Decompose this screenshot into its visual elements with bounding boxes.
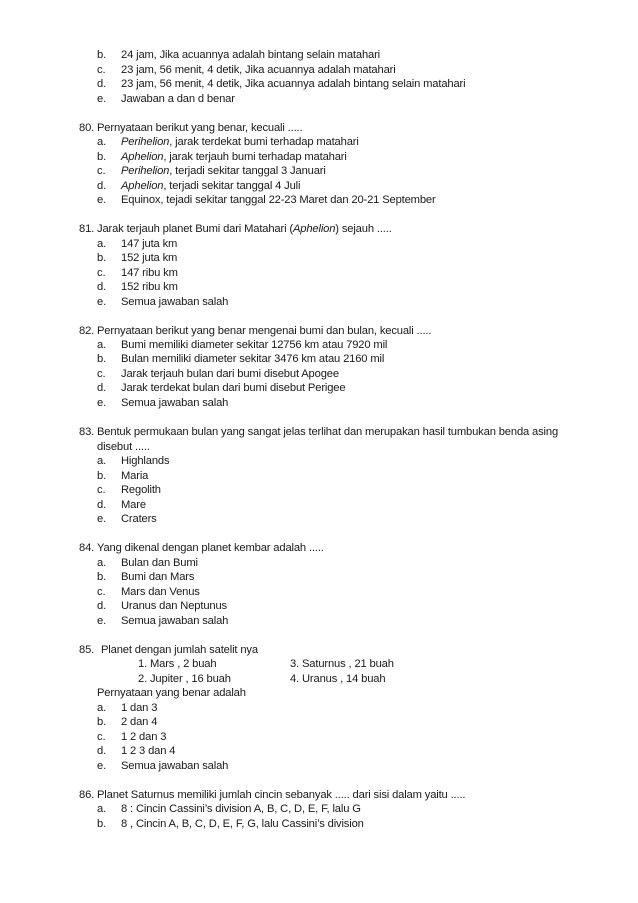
q81-option-a-text: 147 juta km bbox=[121, 238, 178, 250]
q82-option-b-text: Bulan memiliki diameter sekitar 3476 km atau 2160 mil bbox=[121, 353, 385, 365]
q85-prompt: Pernyataan yang benar adalah bbox=[97, 687, 246, 699]
q80-option-b-rest: , jarak terjauh bumi terhadap matahari bbox=[163, 151, 347, 163]
q85-option-c-letter: c. bbox=[97, 731, 106, 743]
q81-option-e-letter: e. bbox=[97, 296, 107, 308]
q81-stem bbox=[97, 222, 392, 236]
q83-option-c-letter: c. bbox=[97, 484, 106, 496]
q80-option-d-letter: d. bbox=[97, 180, 107, 192]
q85-stem: Planet dengan jumlah satelit nya bbox=[101, 644, 258, 656]
q85-option-b-letter: b. bbox=[97, 716, 107, 728]
q82-option-c-letter: c. bbox=[97, 368, 106, 380]
q83-option-a-letter: a. bbox=[97, 455, 107, 467]
q85-option-a-text: 1 dan 3 bbox=[121, 702, 158, 714]
q85-option-d-letter: d. bbox=[97, 745, 107, 757]
q81-option-c-text: 147 ribu km bbox=[121, 267, 178, 279]
q80-option-e-letter: e. bbox=[97, 194, 107, 206]
q80-option-a-term: Perihelion bbox=[121, 136, 170, 148]
q81-stem-pre: Jarak terjauh planet Bumi dari Matahari ( bbox=[97, 223, 293, 235]
q85-number: 85. bbox=[79, 644, 95, 656]
q80-option-b-text bbox=[121, 150, 347, 164]
q83-stem-line2: disebut ..... bbox=[97, 441, 150, 453]
q85-list-item-1: 1. Mars , 2 buah bbox=[138, 658, 217, 670]
q84-stem: Yang dikenal dengan planet kembar adalah ..... bbox=[97, 542, 324, 554]
q80-option-b-term: Aphelion bbox=[121, 151, 164, 163]
q81-option-b-letter: b. bbox=[97, 252, 107, 264]
q81-option-e-text: Semua jawaban salah bbox=[121, 296, 229, 308]
q86-option-b-text: 8 , Cincin A, B, C, D, E, F, G, lalu Cassini’s division bbox=[121, 818, 364, 830]
q79-option-e-text: Jawaban a dan d benar bbox=[121, 93, 235, 105]
q85-list-item-4: 4. Uranus , 14 buah bbox=[290, 673, 386, 685]
q84-option-a-letter: a. bbox=[97, 557, 107, 569]
q82-option-e-text: Semua jawaban salah bbox=[121, 397, 229, 409]
q80-option-a-text bbox=[121, 135, 359, 149]
q79-option-c-text: 23 jam, 56 menit, 4 detik, Jika acuannya adalah matahari bbox=[121, 64, 396, 76]
q82-option-a-letter: a. bbox=[97, 339, 107, 351]
q84-option-d-letter: d. bbox=[97, 600, 107, 612]
q83-option-c-text: Regolith bbox=[121, 484, 161, 496]
q82-stem: Pernyataan berikut yang benar mengenai bumi dan bulan, kecuali ..... bbox=[97, 325, 432, 337]
q81-option-c-letter: c. bbox=[97, 267, 106, 279]
q81-option-b-text: 152 juta km bbox=[121, 252, 178, 264]
q86-number: 86. bbox=[79, 789, 95, 801]
q79-option-d-letter: d. bbox=[97, 78, 107, 90]
q85-option-e-letter: e. bbox=[97, 760, 107, 772]
q82-option-e-letter: e. bbox=[97, 397, 107, 409]
q80-option-c-term: Perihelion bbox=[121, 165, 170, 177]
q84-option-b-letter: b. bbox=[97, 571, 107, 583]
q80-option-e-text: Equinox, tejadi sekitar tanggal 22-23 Maret dan 20-21 September bbox=[121, 194, 436, 206]
q84-option-e-text: Semua jawaban salah bbox=[121, 615, 229, 627]
q84-option-c-letter: c. bbox=[97, 586, 106, 598]
q84-option-c-text: Mars dan Venus bbox=[121, 586, 200, 598]
q81-option-d-letter: d. bbox=[97, 281, 107, 293]
q80-option-b-letter: b. bbox=[97, 151, 107, 163]
q85-list-item-3: 3. Saturnus , 21 buah bbox=[290, 658, 394, 670]
q85-option-b-text: 2 dan 4 bbox=[121, 716, 158, 728]
q86-option-a-letter: a. bbox=[97, 803, 107, 815]
q84-number: 84. bbox=[79, 542, 95, 554]
q79-option-d-text: 23 jam, 56 menit, 4 detik, Jika acuannya adalah bintang selain matahari bbox=[121, 78, 466, 90]
q84-option-d-text: Uranus dan Neptunus bbox=[121, 600, 227, 612]
q80-option-d-term: Aphelion bbox=[121, 180, 164, 192]
q83-option-b-text: Maria bbox=[121, 470, 149, 482]
q81-stem-post: ) sejauh ..... bbox=[335, 223, 392, 235]
q85-list-item-2: 2. Jupiter , 16 buah bbox=[138, 673, 231, 685]
q85-option-c-text: 1 2 dan 3 bbox=[121, 731, 167, 743]
q81-number: 81. bbox=[79, 223, 95, 235]
q80-option-a-rest: , jarak terdekat bumi terhadap matahari bbox=[169, 136, 359, 148]
q85-option-e-text: Semua jawaban salah bbox=[121, 760, 229, 772]
q82-option-b-letter: b. bbox=[97, 353, 107, 365]
q86-option-b-letter: b. bbox=[97, 818, 107, 830]
q83-option-e-text: Craters bbox=[121, 513, 157, 525]
q80-option-c-rest: , terjadi sekitar tanggal 3 Januari bbox=[169, 165, 326, 177]
q85-option-d-text: 1 2 3 dan 4 bbox=[121, 745, 176, 757]
q86-stem: Planet Saturnus memiliki jumlah cincin sebanyak ..... dari sisi dalam yaitu ..... bbox=[97, 789, 466, 801]
q84-option-e-letter: e. bbox=[97, 615, 107, 627]
q83-stem-line1: Bentuk permukaan bulan yang sangat jelas terlihat dan merupakan hasil tumbukan benda asing bbox=[97, 426, 559, 438]
q83-option-b-letter: b. bbox=[97, 470, 107, 482]
q86-option-a-text: 8 : Cincin Cassini’s division A, B, C, D, E, F, lalu G bbox=[121, 803, 361, 815]
q80-option-c-letter: c. bbox=[97, 165, 106, 177]
q79-option-b-text: 24 jam, Jika acuannya adalah bintang selain matahari bbox=[121, 49, 381, 61]
q82-number: 82. bbox=[79, 325, 95, 337]
q85-option-a-letter: a. bbox=[97, 702, 107, 714]
q80-option-d-rest: , terjadi sekitar tanggal 4 Juli bbox=[163, 180, 301, 192]
q80-stem: Pernyataan berikut yang benar, kecuali ..... bbox=[97, 122, 303, 134]
q80-option-a-letter: a. bbox=[97, 136, 107, 148]
q83-option-d-letter: d. bbox=[97, 499, 107, 511]
q82-option-a-text: Bumi memiliki diameter sekitar 12756 km atau 7920 mil bbox=[121, 339, 388, 351]
q83-option-d-text: Mare bbox=[121, 499, 146, 511]
q79-option-b-letter: b. bbox=[97, 49, 107, 61]
q83-number: 83. bbox=[79, 426, 95, 438]
q82-option-d-letter: d. bbox=[97, 382, 107, 394]
q79-option-e-letter: e. bbox=[97, 93, 107, 105]
q83-option-a-text: Highlands bbox=[121, 455, 170, 467]
q79-option-c-letter: c. bbox=[97, 64, 106, 76]
q82-option-c-text: Jarak terjauh bulan dari bumi disebut Apogee bbox=[121, 368, 339, 380]
q81-stem-term: Aphelion bbox=[292, 223, 336, 235]
q81-option-d-text: 152 ribu km bbox=[121, 281, 178, 293]
q80-option-c-text bbox=[121, 164, 326, 178]
q84-option-b-text: Bumi dan Mars bbox=[121, 571, 195, 583]
q84-option-a-text: Bulan dan Bumi bbox=[121, 557, 198, 569]
q80-number: 80. bbox=[79, 122, 95, 134]
q83-option-e-letter: e. bbox=[97, 513, 107, 525]
q81-option-a-letter: a. bbox=[97, 238, 107, 250]
q80-option-d-text bbox=[121, 179, 300, 193]
q82-option-d-text: Jarak terdekat bulan dari bumi disebut Perigee bbox=[121, 382, 346, 394]
